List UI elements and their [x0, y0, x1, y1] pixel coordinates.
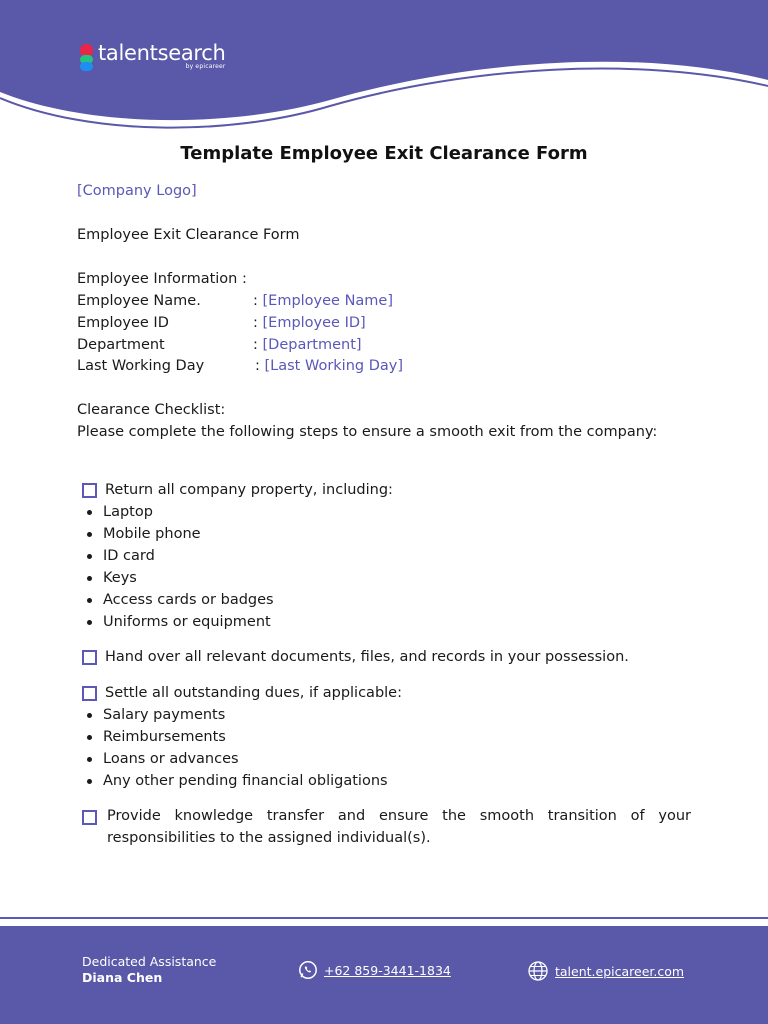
list-item-text: Uniforms or equipment — [103, 614, 271, 630]
logo-mark-icon — [80, 44, 94, 72]
checkbox-knowledge-transfer[interactable] — [82, 810, 97, 825]
brand-logo[interactable] — [80, 40, 226, 72]
document-title: Template Employee Exit Clearance Form — [180, 143, 588, 164]
list-item — [77, 770, 388, 792]
list-item — [77, 545, 274, 567]
company-logo-placeholder: [Company Logo] — [77, 183, 197, 199]
info-colon: : — [255, 358, 260, 374]
info-label: Employee Name. — [77, 293, 201, 309]
list-item — [77, 567, 274, 589]
info-value: [Department] — [262, 337, 362, 353]
page-footer — [0, 926, 768, 1024]
list-item-text: Laptop — [103, 504, 153, 520]
list-item — [77, 589, 274, 611]
website-contact — [527, 960, 684, 982]
checklist-intro: Please complete the following steps to ensure a smooth exit from the company: — [77, 424, 658, 440]
dues-bullet-list — [77, 704, 388, 792]
info-row-department — [77, 334, 362, 356]
list-item-text: Mobile phone — [103, 526, 201, 542]
info-value: [Last Working Day] — [264, 358, 404, 374]
form-name: Employee Exit Clearance Form — [77, 227, 300, 243]
info-label: Employee ID — [77, 315, 169, 331]
globe-icon — [527, 960, 549, 982]
checklist-heading: Clearance Checklist: — [77, 402, 226, 418]
checkbox-hand-over-documents[interactable] — [82, 650, 97, 665]
checklist-item-text: Provide knowledge transfer and ensure the smooth transition of your responsibilities to the assigned individual(s). — [107, 808, 691, 846]
checklist-item-text: Hand over all relevant documents, files, and records in your possession. — [105, 649, 629, 665]
list-item-text: Reimbursements — [103, 729, 226, 745]
list-item-text: ID card — [103, 548, 155, 564]
checkbox-settle-dues[interactable] — [82, 686, 97, 701]
list-item-text: Loans or advances — [103, 751, 239, 767]
checklist-item-text: Return all company property, including: — [105, 482, 393, 498]
checkbox-return-property[interactable] — [82, 483, 97, 498]
checklist-item-text: Settle all outstanding dues, if applicable: — [105, 685, 402, 701]
assist-name: Diana Chen — [82, 970, 163, 985]
info-colon: : — [253, 293, 258, 309]
info-heading: Employee Information : — [77, 271, 247, 287]
list-item — [77, 726, 388, 748]
info-row-employee-id — [77, 312, 366, 334]
assist-label: Dedicated Assistance — [82, 954, 217, 969]
list-item — [77, 704, 388, 726]
list-item — [77, 748, 388, 770]
website-link[interactable]: talent.epicareer.com — [555, 963, 685, 979]
property-bullet-list — [77, 501, 274, 633]
info-label: Department — [77, 337, 165, 353]
brand-subtitle: by epicareer — [185, 63, 226, 70]
whatsapp-icon — [298, 960, 318, 980]
list-item-text: Access cards or badges — [103, 592, 274, 608]
page-header — [0, 0, 768, 140]
phone-link[interactable]: +62 859-3441-1834 — [324, 962, 451, 978]
info-colon: : — [253, 337, 258, 353]
info-value: [Employee ID] — [262, 315, 366, 331]
info-colon: : — [253, 315, 258, 331]
phone-contact — [298, 960, 451, 980]
list-item-text: Salary payments — [103, 707, 226, 723]
footer-divider — [0, 917, 768, 919]
list-item — [77, 523, 274, 545]
info-row-employee-name — [77, 290, 394, 312]
info-value: [Employee Name] — [262, 293, 394, 309]
dedicated-assistance — [82, 954, 216, 986]
list-item-text: Any other pending financial obligations — [103, 773, 388, 789]
list-item — [77, 611, 274, 633]
brand-name: talentsearch — [98, 41, 226, 65]
list-item-text: Keys — [103, 570, 137, 586]
list-item — [77, 501, 274, 523]
info-label: Last Working Day — [77, 358, 205, 374]
info-row-last-working-day — [77, 355, 404, 377]
